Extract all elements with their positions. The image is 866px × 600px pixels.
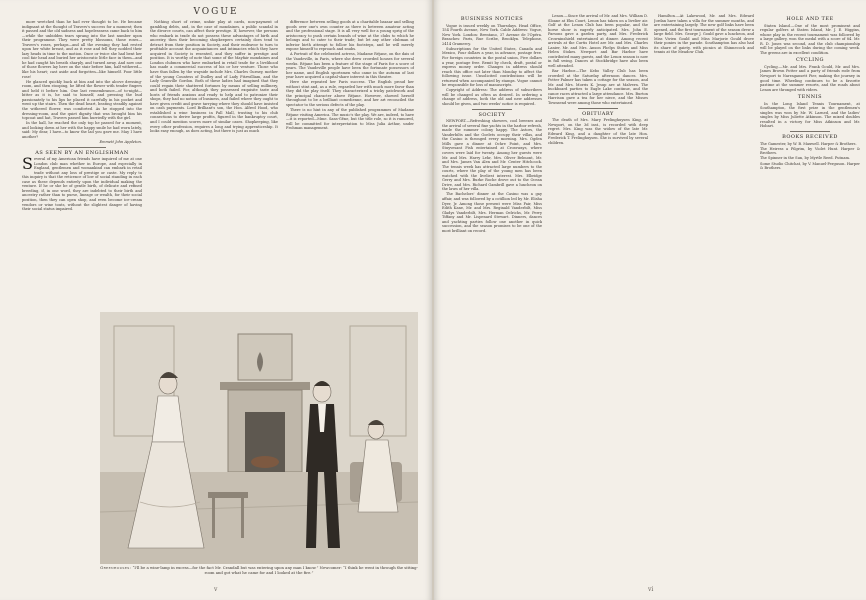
hole-and-tee-text: Staten Island.—One of the most prominent and regular golfers at Staten Island, Mr. J. E. Higgins, whose play in the recent tournament was followed by a large gallery, won the medal with a score of 84. Mr. R. D. Jones was second, and the club championship will be played on the links during the coming week. The greens are in excellent condition. (760, 23, 860, 55)
divider (790, 131, 830, 132)
business-copyright: Copyright of Address: The address of subscribers will be changed as often as desired. In ordering a change of address, both the old and new addresses should be given, and two weeks' notice is required. (442, 88, 542, 107)
story-close: In the hall, he reached the only top he passed for a moment, and looking down at her with the happy smile he had worn lately, said: My dear, I have—to know the lad you gave me. May I have another? (22, 121, 142, 139)
hole-and-tee-title: HOLE AND TEE (786, 16, 834, 22)
society-hamilton: Hamilton.—At Lakewood, Mr. and Mrs. Edward Jordan have taken a villa for the summer months, and are entertaining largely. The new golf links have been opened, and the first tournament of the season drew a large field. Mrs. George J. Gould gave a luncheon, and Miss Vivien Gould and Miss Marjorie Gould drove their ponies in the parade. Southampton has also had its share of gaiety, with picnics at Shinnecock and tennis at the Meadow Club. (654, 14, 754, 55)
section-title: AS SEEN BY AN ENGLISHMAN (35, 149, 129, 156)
right-folio: vi (648, 586, 654, 593)
story-middle: He glanced quickly back at him and into the alcove dressing-room, and then stooping, he lifted the flower with tender fingers and held it before him. One last remembrance—of to-night—bitter as it is, he said to himself, and pressing the bud passionately to his lips he placed it carefully in his pocket and went up the stairs. Then the dead heart, beating steadily against the withered flower, was comforted. As he stopped into the dressing-room, and the quiet dignity that was brought him his topcoat and hat, Travers passed him hurriedly with the girl. (22, 79, 142, 121)
illustration-art (100, 312, 418, 564)
right-column-3 (654, 14, 754, 580)
society-bar-harbor: Bar Harbor.—The Kebo Valley Club has been crowded at the Saturday afternoon dances. Mrs. Potter Palmer has taken a cottage for the season, and Mr. and Mrs. Morris K. Jesup are at Malvern. The buckboard parties to Eagle Lake continue, and the canoe races attracted a large attendance. Mrs. Burton Harrison gave a tea for her niece, and the Misses Townsend were among those who entertained. (548, 69, 648, 105)
book-entry: Some Studio Chitchat, by V. Manuel-Ferguson. Harper & Brothers. (760, 161, 860, 171)
society-title: SOCIETY (478, 111, 506, 118)
story-signature: Emmett John Appleton. (99, 140, 142, 144)
rejane-paragraph: A Portrait of the celebrated actress, Madame Réjane, on the dais of the Vaudeville, in Paris, where she drew crowded houses for several weeks. Réjane has been a feature of the stage of Paris for a score of years. The Vaudeville people have been the fortunate possessors of her name, and English sportsmen who came in the autumn of last year have acquired a capital-share interest in this theatre. (286, 52, 414, 80)
cycling-text: Cycling.—Mr. and Mrs. Frank Gould, Mr. and Mrs. James Brown Potter and a party of friends rode from Newport to Narragansett Pier, making the journey in good time. Wheeling continues to be a favorite pastime at the summer resorts, and the roads about Lenox are thronged with riders. (760, 64, 860, 92)
right-column-4 (760, 14, 860, 580)
divider (472, 109, 512, 110)
drop-cap: S (22, 154, 33, 174)
tennis-text: In the Long Island Tennis Tournament, at Southampton, the first prize in the gentlemen's singles was won by Mr. W. Larned, and the ladies' singles by Miss Juliette Atkinson. The mixed doubles resulted in a victory for Miss Atkinson and Mr. Hobart. (760, 101, 860, 129)
obituary-text: The death of Mrs. Mary Frelinghuysen King, at Newport, on the 3d inst., is recorded with deep regret. Mrs. King was the widow of the late Mr. Edward King, and a daughter of the late Hon. Frederick T. Frelinghuysen. She is survived by several children. (548, 118, 648, 145)
right-page (434, 0, 866, 600)
caption-speaker: Greenhouses: (100, 565, 132, 570)
essay-continued: Nothing short of crime, unfair play at cards, non-payment of gambling debts, and, in the case of mondaines, a public scandal in the divorce courts, can affect their prestige. If, however, the persons who embark in trade do not possess these advantages of birth and ancestry, then their becoming shopkeepers certainly does tend to detract from their position in Society, and their endeavor to turn to profitable account the acquaintances and intimacies which they have acquired in Society is resented, and they suffer in prestige and position. It is worthy of note that some of the Mayfair mondaines and London clubmen who have embarked in retail trade for a livelihood has made a commercial success of his or her venture. Those who have thus fallen by the wayside include Mrs. Charles Gurney, mother of the young Countess of Dudley and of Lady Fitzwilliam, and the Lady Granville Gordon. Both of these ladies had imagined that they could regain their shattered fortunes by means of selling millinery, and both failed. For, although they possessed exquisite taste and hosts of friends anxious and ready to help and to patronize their shops, they had no notion of business, and failed where they ought to have given credit and grave tarrying where they should have insisted on cash payments. Lord Brilliant's son, the Hon. Alfred Hood, who established a wine business in Pall Mall, trusting to his club connections to derive large profits, figured in the bankruptcy court, and I could mention scores more of similar cases. Shopkeeping, like every other profession, requires a long and trying apprenticeship. It looks easy enough, as does acting, but there is just as much (150, 20, 278, 134)
left-column-3 (286, 20, 414, 304)
essay-conclusion: difference between selling goods at a charitable bazaar and selling goods over one's own counter as there is between amateur acting and the professional stage. It is all very well for a young sprig of the aristocracy to push certain brands of wine at the clubs to which he belongs and to cater to their trade; but let any other clubman of inferior birth attempt to follow his footsteps, and he will merely expose himself to reproach and snubs. (286, 20, 414, 52)
rejane-success: Here she repeated her Paris success. The English proud her without stint and, as a rule, regarded her with much more favor than they did the play itself. They characterized a tricky patchwork and the principal character above Réjane. However, showed herself throughout to be a brilliant comedienne, and her art reconciled the spectator to the serious defects of the play. (286, 80, 414, 108)
obituary-title: OBITUARY (582, 110, 614, 117)
book-entry: The Spinner in the Sun, by Myrtle Reed. Putnam. (760, 156, 851, 161)
society-newport-2: The Bachelors' dinner at the Casino was a gay affair, and was followed by a cotillion led by Mr. Elisha Dyer, Jr. Among those present were Miss Fair, Miss Edith Kane, Mr. and Mrs. Reginald Vanderbilt, Miss Gladys Vanderbilt, Mrs. Herman Oelrichs, Mr. Perry Tiffany and Mr. Lispenard Stewart. Dinners, dances and yachting parties follow one another in quick succession, and the season promises to be one of the most brilliant on record. (442, 192, 542, 233)
drawing-room-illustration (100, 312, 418, 564)
cycling-title: CYCLING (795, 57, 825, 64)
book-entry: The Gamester, by W. B. Maxwell. Harper & Brothers. (760, 141, 857, 146)
society-newport: NEWPORT.—Refreshing showers, cool breezes and the arrival of several fine yachts in the harbor refresh, made the summer colony happy. The Astors, the Vanderbilts and the Goelets occupy their villas, and the Casino is thronged every morning. Mrs. Ogden Mills gave a dinner at Ochre Point, and Mrs. Stuyvesant Fish entertained at Crossways, where covers were laid for twenty. Among her guests were Mr. and Mrs. Harry Lehr, Mrs. Oliver Belmont, Mr. and Mrs. James Van Alen and Mr. Center Hitchcock. The tennis week has attracted large numbers to the courts, where the play of the young men has been watched with the liveliest interest. Mrs. Elbridge Gerry and Mrs. Burke Roche drove out to the Ocean Drive, and Mrs. Richard Gambrill gave a luncheon on the lawn of her villa. (442, 119, 542, 192)
running-head: VOGUE (193, 7, 239, 17)
right-column-1 (442, 14, 542, 580)
right-column-2 (548, 14, 648, 580)
section-divider (58, 147, 106, 148)
business-subscriptions: Subscriptions for the United States, Canada and Mexico, Four dollars a year, in advance, postage free. For foreign countries in the postal union, Five dollars a year, postage free. Remit by check, draft, postal or express money order. Changes in address should reach this office not later than Monday to affect the following issue. Unsolicited contributions will be returned when accompanied by stamps. Vogue cannot be responsible for loss of manuscripts. (442, 46, 542, 88)
tennis-title: TENNIS (797, 94, 823, 101)
business-notices-title: BUSINESS NOTICES (460, 16, 524, 22)
left-folio: v (214, 586, 218, 593)
story-opening: more wretched than he had ever thought to be. He became indignant at the thought of Travers's success for a moment; then it passed and the old sadness and hopelessness came back to him—while the unbidden tears sprang into the last number upon their programme. They were pretty blossoms, those roses—Travers's roses, perhaps—and all the evening they had rested upon her white breast, and as it rose and fell they nodded their lazy heads in time to the motion. Once or twice she had bent her cool fair head and buried her aristocratic little face in them—and he had caught his breath sharply, and turned away. And now one of those flowers lay here on the stair before him, half withered—like his heart; cast aside and forgotten—like himself. Poor little rose! (22, 20, 142, 79)
business-intro: Vogue is issued weekly on Thursdays. Head Office, 154 Fourth Avenue, New York. Cable Address: Vogue, New York. London: Brentano, 37 Avenue de l'Opéra. Branches: Paris, Rue Scribe, Brooklyn. Telephone, 2414 Gramercy. (442, 23, 542, 46)
essay-start-text: everal of my American friends have inquired of me at one London club man whether in Europe, and especially in England, gentlemen and womankind can embark in retail trade without any loss of prestige or caste. My reply to this inquiry is that the reticence of low of social standing in each case as these depends entirely upon the individual making the venture. If he or she be of gentle birth, of delicate and refined breeding, if, in one word, they are indebted to their birth and ancestry rather than to purse, lineage or wealth, for their social position, then they can open shop, and even become ice-cream vendors or wine touts, without the slightest danger of having their social status impaired. (22, 157, 142, 212)
essay-start (22, 154, 142, 212)
book-entry: The Heiress a Pilgrim, by Violet Hunt. Harper & Brothers. (760, 146, 860, 156)
society-lenox: Lenox.—Since the arrival of Mr. and Mrs. William D. Sloane at Elm Court, Lenox has taken on a livelier air. Golf at the Lenox Club has been popular, and the horse show is eagerly anticipated. Mrs. John E. Parsons gave a garden party, and Mrs. Frederick Crowninshield entertained at dinner. Among recent arrivals at the Curtis Hotel are Mr. and Mrs. Charles Lanier, Mr. and Mrs. Anson Phelps Stokes and Miss Helen Stokes. Newport and Bar Harbor have contributed many guests, and the Lenox season is now in full swing. Dances at Stockbridge have also been well attended. (548, 14, 648, 69)
divider (578, 108, 618, 109)
books-received-title: BOOKS RECEIVED (782, 134, 838, 141)
illustration-caption (100, 566, 418, 575)
left-page (0, 0, 432, 600)
left-column-2 (150, 20, 278, 304)
caption-text: “I'll be a wine-lamp in excess—for the fact Mr. Crandall but was entering upon any man I know.” Newcomer: “I think he went in through the sitting-room and got what he came for and I looked at the fire.” (132, 565, 418, 575)
rejane-america: There is no hint in any of the published programmes of Madame Réjane visiting America. The music's the play. We are, indeed, to have—it is reported—Mme. Sans-Gêne, but the title role, so it is rumored, will be committed for interpretation to Miss Julia Arthur, under Frohman management. (286, 108, 414, 131)
